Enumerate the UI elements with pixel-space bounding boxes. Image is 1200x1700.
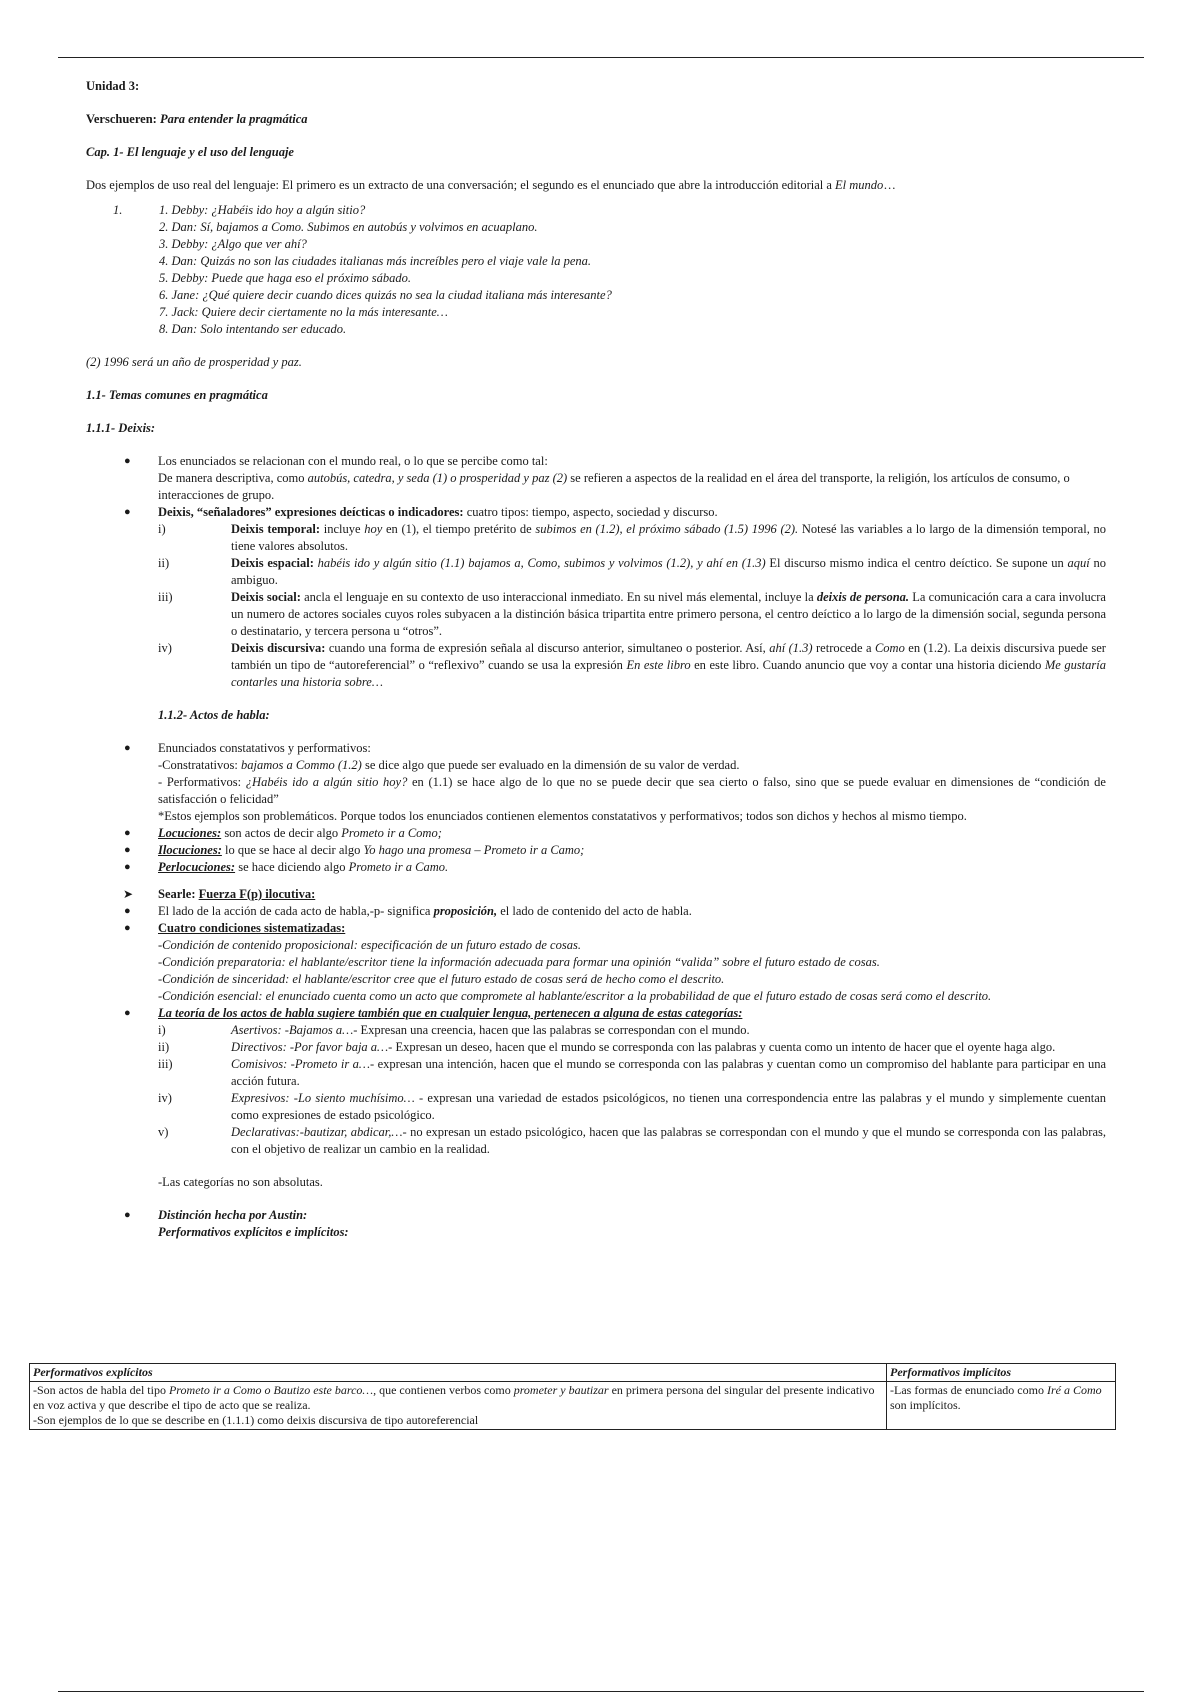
- bullet-icon: ●: [124, 455, 131, 467]
- text: se hace diciendo algo: [235, 860, 349, 874]
- bold-italic-text: deixis de persona.: [816, 590, 910, 604]
- roman-numeral: iii): [158, 590, 173, 604]
- italic-text: En este libro: [626, 658, 691, 672]
- italic-text: Me gustaría contarles una historia sobre…: [231, 658, 1106, 689]
- text: -Constratativos:: [158, 758, 241, 772]
- table-cell-explicit: [30, 1382, 887, 1430]
- condition-line: -Condición esencial: el enunciado cuenta como un acto que compromete al hablante/escritor a la probabilidad de que el futuro estado de cosas será como el descrito.: [158, 989, 992, 1003]
- italic-text: ¿Habéis ido a algún sitio hoy?: [245, 775, 408, 789]
- condition-line: -Condición de sinceridad: el hablante/escritor cree que el futuro estado de cosas será de hecho como el descrito.: [158, 972, 725, 986]
- austin-head: Distinción hecha por Austin:: [158, 1208, 308, 1222]
- table-header-row: [30, 1364, 1116, 1382]
- bottom-rule: [58, 1691, 1144, 1692]
- dialogue-line: 5. Debby: Puede que haga eso el próximo sábado.: [159, 271, 412, 285]
- dialogue-line: 2. Dan: Sí, bajamos a Como. Subimos en autobús y volvimos en acuaplano.: [159, 220, 538, 234]
- intro-tail: …: [883, 178, 896, 192]
- text: son implícitos.: [890, 1398, 961, 1412]
- deixis-b1-text: De manera descriptiva, como: [158, 471, 308, 485]
- deixis-item-head: Deixis discursiva:: [231, 641, 326, 655]
- text: lo que se hace al decir algo: [221, 843, 364, 857]
- austin-subhead: Performativos explícitos e implícitos:: [158, 1225, 349, 1239]
- text: El discurso mismo indica el centro deíctico. Se supone un: [765, 556, 1068, 570]
- deixis-b1-rest: se refieren a aspectos de la realidad en el área del transporte, la religión, los artículos de consumo, o interacciones de grupo.: [158, 471, 1070, 502]
- top-rule: [58, 57, 1144, 58]
- section-1-1-2-heading: 1.1.2- Actos de habla:: [158, 708, 270, 722]
- table-row: [30, 1382, 1116, 1430]
- actos-bullet-1: [86, 740, 1106, 825]
- condition-line: -Condición de contenido proposicional: especificación de un futuro estado de cosas.: [158, 938, 581, 952]
- text: retrocede a: [812, 641, 875, 655]
- text: expresan una intención, hacen que el mundo se corresponda con las palabras y cuentan como un compromiso del hablante para participar en una acción futura.: [231, 1057, 1106, 1088]
- text: El lado de la acción de cada acto de habla,-p- significa: [158, 904, 434, 918]
- text: en este libro. Cuando anuncio que voy a contar una historia diciendo: [690, 658, 1045, 672]
- book-title: Para entender la pragmática: [159, 112, 308, 126]
- italic-text: habéis ido y algún sitio (1.1) bajamos a, Como, subimos y volvimos (1.2), y ahí en (1.3): [317, 556, 766, 570]
- deixis-b1-line1: Los enunciados se relacionan con el mundo real, o lo que se percibe como tal:: [158, 454, 548, 468]
- text: no ambiguo.: [231, 556, 1107, 587]
- arrow-bullet-icon: ➤: [123, 887, 134, 901]
- book-author: Verschueren:: [86, 112, 157, 126]
- text: el lado de contenido del acto de habla.: [497, 904, 692, 918]
- italic-text: bajamos a Commo (1.2): [240, 758, 362, 772]
- table-header-implicit: Performativos implícitos: [887, 1364, 1116, 1382]
- intro-paragraph: [86, 177, 1106, 194]
- deixis-item-social: [86, 589, 1106, 640]
- text: cuando una forma de expresión señala al discurso anterior, simultaneo o posterior. Así,: [325, 641, 770, 655]
- not-absolute-note: -Las categorías no son absolutas.: [158, 1175, 323, 1189]
- document-body: [86, 78, 1106, 1241]
- example-1-number: 1.: [113, 203, 123, 217]
- italic-text: aquí: [1067, 556, 1090, 570]
- conditions-bullet: [86, 920, 1106, 1005]
- text: incluye: [320, 522, 365, 536]
- category-item: [86, 1124, 1106, 1158]
- bullet-icon: ●: [124, 827, 131, 839]
- italic-text: Yo hago una promesa – Prometo ir a Camo;: [363, 843, 585, 857]
- text: son actos de decir algo: [221, 826, 342, 840]
- italic-text: Directivos: -Por favor baja a…-: [231, 1040, 393, 1054]
- searle-name: Searle:: [158, 887, 196, 901]
- roman-numeral: v): [158, 1125, 169, 1139]
- deixis-bullet-1: [86, 453, 1106, 504]
- roman-numeral: ii): [158, 556, 170, 570]
- perlocuciones-bullet: [86, 859, 1106, 876]
- bullet-icon: ●: [124, 861, 131, 873]
- book-reference: [86, 111, 1106, 128]
- dialogue-line: 4. Dan: Quizás no son las ciudades italianas más increíbles pero el viaje vale la pena.: [159, 254, 592, 268]
- text: -Son ejemplos de lo que se describe en (1.1.1) como deixis discursiva de tipo autoreferencial: [33, 1413, 479, 1427]
- deixis-item-head: Deixis espacial:: [231, 556, 314, 570]
- locuciones-head: Locuciones:: [158, 826, 222, 840]
- text: no expresan un estado psicológico, hacen que las palabras se correspondan con el mundo y que el mundo se corresponda con las palabras, con el objetivo de realizar un cambio en la realidad.: [231, 1125, 1106, 1156]
- text: Expresan una creencia, hacen que las palabras se correspondan con el mundo.: [357, 1023, 750, 1037]
- deixis-b2-rest: cuatro tipos: tiempo, aspecto, sociedad y discurso.: [463, 505, 718, 519]
- unit-title: Unidad 3:: [86, 79, 140, 93]
- text: La comunicación cara a cara involucra un numero de actores sociales cuyos roles subyacen a la distinción básica tripartita entre primero persona, el centro deíctico a lo largo de la dimensión social, segunda persona o destinatario, y tercera persona u “otros”.: [231, 590, 1106, 638]
- italic-text: Iré a Como: [1046, 1383, 1102, 1397]
- intro-text: Dos ejemplos de uso real del lenguaje: El primero es un extracto de una conversación; el segundo es el enunciado que abre la introducción editorial a: [86, 178, 836, 192]
- ilocuciones-head: Ilocuciones:: [158, 843, 222, 857]
- searle-bullet-1: [86, 903, 1106, 920]
- section-1-1-1-heading: 1.1.1- Deixis:: [86, 421, 156, 435]
- italic-text: Expresivos: -Lo siento muchísimo…: [231, 1091, 415, 1105]
- roman-numeral: i): [158, 1023, 166, 1037]
- text: -Las formas de enunciado como: [890, 1383, 1047, 1397]
- dialogue-line: 6. Jane: ¿Qué quiere decir cuando dices quizás no sea la ciudad italiana más interesante?: [159, 288, 612, 302]
- bullet-icon: ●: [124, 844, 131, 856]
- deixis-item-discursiva: [86, 640, 1106, 691]
- dialogue-line: 8. Dan: Solo intentando ser educado.: [159, 322, 347, 336]
- bullet-icon: ●: [124, 1007, 131, 1019]
- bullet-icon: ●: [124, 506, 131, 518]
- text: ancla el lenguaje en su contexto de uso interaccional inmediato. En su nivel más elemental, incluye la: [300, 590, 817, 604]
- locuciones-bullet: [86, 825, 1106, 842]
- example-2: (2) 1996 será un año de prosperidad y paz.: [86, 355, 302, 369]
- text: - Performativos:: [158, 775, 246, 789]
- roman-numeral: i): [158, 522, 166, 536]
- text: se dice algo que puede ser evaluado en la dimensión de su valor de verdad.: [361, 758, 740, 772]
- category-item: [86, 1039, 1106, 1056]
- example-1: [86, 202, 1106, 338]
- italic-text: Prometo ir a Como;: [341, 826, 442, 840]
- text: Notesé las variables a lo largo de la dimensión temporal, no tiene valores absolutos.: [231, 522, 1107, 553]
- table-header-explicit: Performativos explícitos: [30, 1364, 887, 1382]
- italic-text: Como: [874, 641, 905, 655]
- bullet-icon: ●: [124, 922, 131, 934]
- deixis-bullet-2: [86, 504, 1106, 521]
- italic-text: Prometo ir a Camo.: [348, 860, 449, 874]
- deixis-item-espacial: [86, 555, 1106, 589]
- italic-text: Comisivos: -Prometo ir a…-: [231, 1057, 375, 1071]
- austin-bullet: [86, 1207, 1106, 1241]
- searle-force: Fuerza F(p) ilocutiva:: [198, 887, 316, 901]
- theory-bullet: [86, 1005, 1106, 1022]
- roman-numeral: iii): [158, 1057, 173, 1071]
- category-item: [86, 1022, 1106, 1039]
- bold-italic-text: proposición,: [433, 904, 498, 918]
- category-item: [86, 1090, 1106, 1124]
- chapter-title: Cap. 1- El lenguaje y el uso del lenguaje: [86, 145, 294, 159]
- deixis-item-temporal: [86, 521, 1106, 555]
- text: en primera persona del singular del presente indicativo en voz activa y que describe el tipo de acto que se realiza.: [33, 1383, 875, 1412]
- italic-text: prometer y bautizar: [513, 1383, 609, 1397]
- searle-bullet: [86, 886, 1106, 903]
- italic-text: Prometo ir a Como o Bautizo este barco…,: [168, 1383, 377, 1397]
- italic-text: hoy: [364, 522, 383, 536]
- performativos-table: [29, 1363, 1116, 1430]
- italic-text: ahí (1.3): [769, 641, 813, 655]
- deixis-item-head: Deixis social:: [231, 590, 301, 604]
- italic-text: Asertivos: -Bajamos a…-: [231, 1023, 358, 1037]
- text: en (1), el tiempo pretérito de: [382, 522, 536, 536]
- roman-numeral: iv): [158, 641, 172, 655]
- text: en (1.2). La deixis discursiva puede ser también un tipo de “autoreferencial” o “reflexivo” cuando se usa la expresión: [231, 641, 1106, 672]
- condition-line: -Condición preparatoria: el hablante/escritor tiene la información adecuada para formar una opinión “valida” sobre el futuro estado de cosas.: [158, 955, 880, 969]
- bullet-icon: ●: [124, 1209, 131, 1221]
- ilocuciones-bullet: [86, 842, 1106, 859]
- table-cell-implicit: [887, 1382, 1116, 1430]
- text: -Son actos de habla del tipo: [33, 1383, 169, 1397]
- roman-numeral: ii): [158, 1040, 170, 1054]
- theory-head: La teoría de los actos de habla sugiere también que en cualquier lengua, pertenecen a alguna de estas categorías:: [158, 1006, 743, 1020]
- dialogue-line: 3. Debby: ¿Algo que ver ahí?: [159, 237, 307, 251]
- text: - expresan una variedad de estados psicológicos, no tienen una correspondencia entre las palabras y el mundo y simplemente cuentan como expresiones de estado psicológico.: [231, 1091, 1106, 1122]
- section-1-1-heading: 1.1- Temas comunes en pragmática: [86, 388, 268, 402]
- bullet-icon: ●: [124, 742, 131, 754]
- italic-text: subimos en (1.2), el próximo sábado (1.5) 1996 (2).: [535, 522, 799, 536]
- text: en (1.1) se hace algo de lo que no se puede decir que sea cierto o falso, sino que se puede evaluar en dimensiones de “condición de satisfacción o felicidad”: [158, 775, 1106, 806]
- roman-numeral: iv): [158, 1091, 172, 1105]
- actos-note: *Estos ejemplos son problemáticos. Porque todos los enunciados contienen elementos constatativos y performativos; todos son dichos y hechos al mismo tiempo.: [158, 809, 967, 823]
- actos-b1: Enunciados constatativos y performativos:: [158, 741, 371, 755]
- conditions-head: Cuatro condiciones sistematizadas:: [158, 921, 346, 935]
- dialogue-line: 7. Jack: Quiere decir ciertamente no la más interesante…: [159, 305, 448, 319]
- category-item: [86, 1056, 1106, 1090]
- text: Expresan un deseo, hacen que el mundo se corresponda con las palabras y cuenta como un intento de hacer que el oyente haga algo.: [392, 1040, 1056, 1054]
- deixis-item-head: Deixis temporal:: [231, 522, 321, 536]
- italic-text: Declarativas:-bautizar, abdicar,…-: [231, 1125, 407, 1139]
- dialogue-line: 1. Debby: ¿Habéis ido hoy a algún sitio?: [159, 203, 366, 217]
- text: que contienen verbos como: [376, 1383, 514, 1397]
- deixis-b2-bold: Deixis, “señaladores” expresiones deícticas o indicadores:: [158, 505, 464, 519]
- bullet-icon: ●: [124, 905, 131, 917]
- deixis-b1-italic: autobús, catedra, y seda (1) o prosperidad y paz (2): [307, 471, 568, 485]
- intro-source: El mundo: [835, 178, 884, 192]
- perlocuciones-head: Perlocuciones:: [158, 860, 236, 874]
